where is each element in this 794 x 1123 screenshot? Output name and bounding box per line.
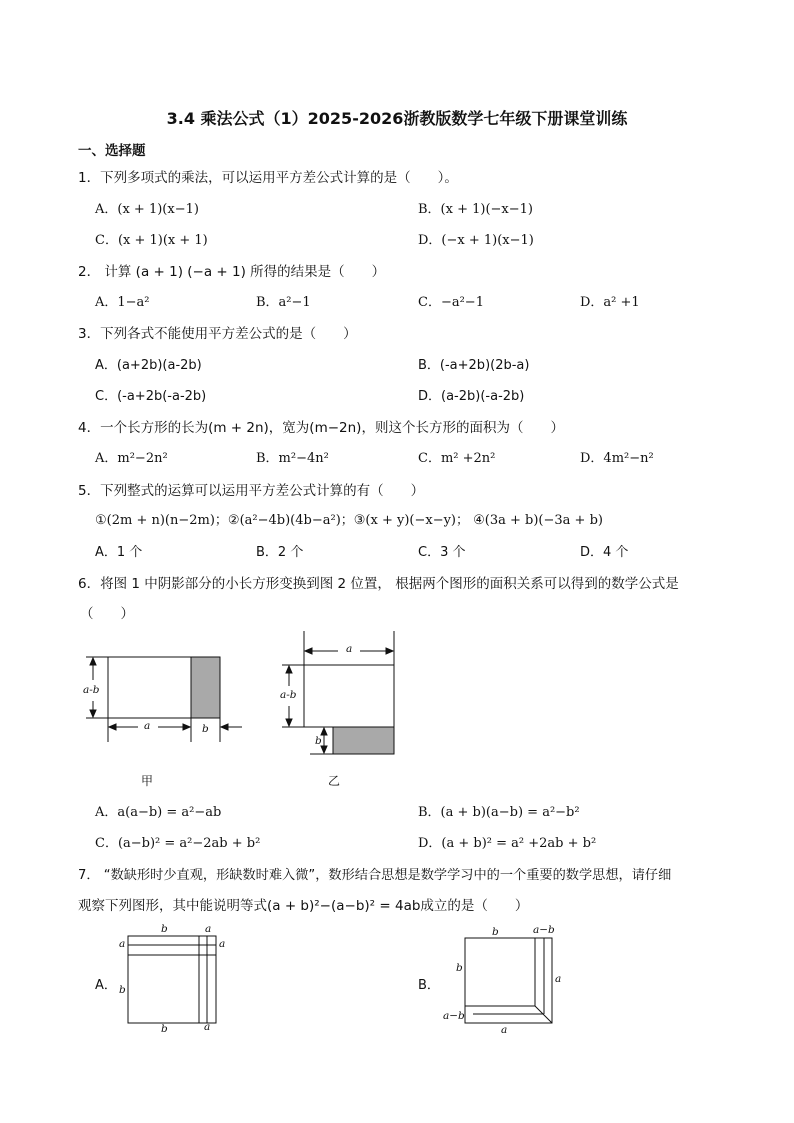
figure-7b-label-right-a: a <box>555 973 562 985</box>
figure-7b-label-top-b: b <box>492 926 499 938</box>
figure-7a-label-right-a: a <box>219 938 226 950</box>
question-6-option-b[interactable]: B．(a + b)(a−b) = a²−b² <box>418 805 580 820</box>
question-5-option-a[interactable]: A．1 个 <box>95 545 143 560</box>
figure-jia-label-b: b <box>202 723 209 735</box>
figure-7b-label-bottom-a: a <box>501 1024 508 1036</box>
figure-jia-caption: 甲 <box>141 774 154 788</box>
figure-7b-label-left-amb: a−b <box>443 1010 465 1022</box>
question-3-stem: 3．下列各式不能使用平方差公式的是（ ） <box>78 326 357 342</box>
question-2-stem: 2． 计算 (a + 1) (−a + 1) 所得的结果是（ ） <box>78 264 386 280</box>
figure-7a-label-top-a: a <box>205 923 212 935</box>
figure-yi-label-b: b <box>315 735 322 747</box>
figure-yi-caption: 乙 <box>328 774 341 788</box>
question-6-option-d[interactable]: D．(a + b)² = a² +2ab + b² <box>418 836 597 851</box>
figure-jia-label-amb: a-b <box>83 684 100 696</box>
question-2-option-d[interactable]: D．a² +1 <box>580 295 640 310</box>
figure-jia-label-a: a <box>144 720 151 732</box>
question-5-option-d[interactable]: D．4 个 <box>580 545 629 560</box>
question-2-option-b[interactable]: B．a²−1 <box>256 295 311 310</box>
question-1-option-d[interactable]: D．(−x + 1)(x−1) <box>418 233 534 248</box>
question-1-option-c[interactable]: C．(x + 1)(x + 1) <box>95 233 208 248</box>
question-3-option-a[interactable]: A．(a+2b)(a-2b) <box>95 358 202 373</box>
figure-7a-label-left-a: a <box>119 938 126 950</box>
question-7-stem: 7． “数缺形时少直观，形缺数时难入微”，数形结合思想是数学学习中的一个重要的数学思想，请仔细 <box>78 868 672 883</box>
question-5-expressions: ①(2m + n)(n−2m)；②(a²−4b)(4b−a²)；③(x + y)(−x−y)； ④(3a + b)(−3a + b) <box>95 513 603 528</box>
figure-7b-label-top-amb: a−b <box>533 924 555 936</box>
question-4-stem: 4．一个长方形的长为(m + 2n)，宽为(m−2n)，则这个长方形的面积为（ ） <box>78 420 564 436</box>
section-heading: 一、选择题 <box>78 143 146 159</box>
figure-yi-label-a: a <box>346 643 353 655</box>
figure-7a-label-bottom-a: a <box>204 1021 211 1033</box>
question-5-option-b[interactable]: B．2 个 <box>256 545 304 560</box>
question-1-option-b[interactable]: B．(x + 1)(−x−1) <box>418 202 533 217</box>
question-5-stem: 5．下列整式的运算可以运用平方差公式计算的有（ ） <box>78 483 425 499</box>
question-6-option-c[interactable]: C．(a−b)² = a²−2ab + b² <box>95 836 261 851</box>
question-3-option-b[interactable]: B．(-a+2b)(2b-a) <box>418 358 530 373</box>
question-1-option-a[interactable]: A．(x + 1)(x−1) <box>95 202 199 217</box>
figure-yi-label-amb: a-b <box>280 689 297 701</box>
question-7-option-b[interactable]: B． <box>418 978 440 993</box>
question-6-option-a[interactable]: A．a(a−b) = a²−ab <box>95 805 222 820</box>
figure-7b-label-left-b: b <box>456 962 463 974</box>
figure-7a-label-top-b: b <box>161 923 168 935</box>
question-2-option-c[interactable]: C．−a²−1 <box>418 295 484 310</box>
question-1-stem: 1．下列多项式的乘法，可以运用平方差公式计算的是（ ）。 <box>78 170 458 186</box>
figure-7a-label-left-b: b <box>119 984 126 996</box>
question-6-stem: 6．将图 1 中阴影部分的小长方形变换到图 2 位置， 根据两个图形的面积关系可以得到的数学公式是 <box>78 576 679 592</box>
question-6-stem-cont: （ ） <box>80 606 134 622</box>
figure-7a-label-bottom-b: b <box>161 1023 168 1035</box>
question-7-option-a[interactable]: A． <box>95 978 117 993</box>
question-7-stem-cont: 观察下列图形，其中能说明等式(a + b)²−(a−b)² = 4ab成立的是（ ） <box>78 898 529 914</box>
question-5-option-c[interactable]: C．3 个 <box>418 545 466 560</box>
question-2-option-a[interactable]: A．1−a² <box>95 295 150 310</box>
page-title: 3.4 乘法公式（1）2025-2026浙教版数学七年级下册课堂训练 <box>166 109 628 128</box>
question-4-option-c[interactable]: C．m² +2n² <box>418 451 496 466</box>
question-3-option-c[interactable]: C．(-a+2b(-a-2b) <box>95 389 207 404</box>
question-4-option-a[interactable]: A．m²−2n² <box>95 451 168 466</box>
question-4-option-b[interactable]: B．m²−4n² <box>256 451 329 466</box>
question-3-option-d[interactable]: D．(a-2b)(-a-2b) <box>418 389 525 404</box>
question-4-option-d[interactable]: D．4m²−n² <box>580 451 654 466</box>
